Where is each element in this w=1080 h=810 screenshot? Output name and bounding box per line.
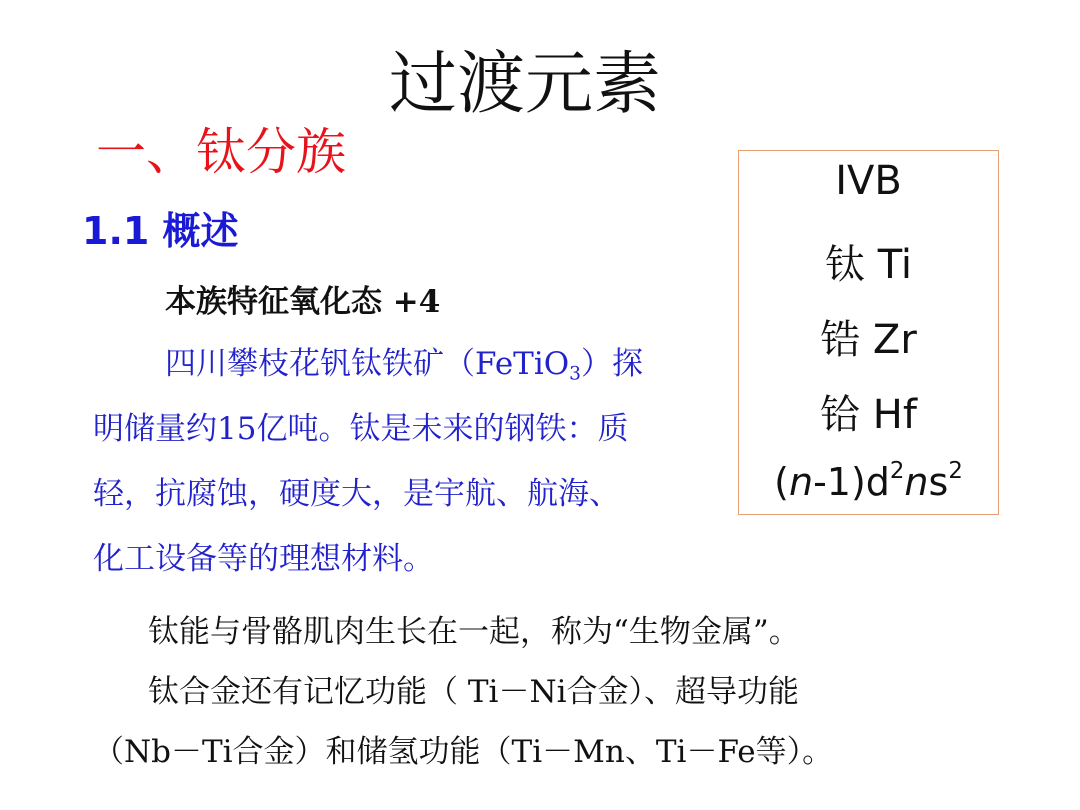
element-hafnium: 铪 Hf bbox=[820, 392, 917, 438]
paragraph1-line1-text: 四川攀枝花钒钛铁矿（FeTiO bbox=[165, 346, 570, 382]
paragraph2-line3: （Nb－Ti合金）和储氢功能（Ti－Mn、Ti－Fe等）。 bbox=[93, 734, 834, 770]
config-part: ( bbox=[774, 460, 789, 505]
config-superscript: 2 bbox=[889, 458, 905, 484]
paragraph2-line2: 钛合金还有记忆功能（ Ti－Ni合金）、超导功能 bbox=[148, 674, 799, 710]
slide-title: 过渡元素 bbox=[388, 45, 661, 124]
paragraph1-line2: 明储量约15亿吨。钛是未来的钢铁：质 bbox=[93, 411, 629, 447]
oxidation-state-note: 本族特征氧化态 +4 bbox=[165, 284, 441, 320]
section-heading: 一、钛分族 bbox=[96, 123, 346, 181]
config-n: n bbox=[788, 460, 814, 505]
config-superscript: 2 bbox=[948, 458, 963, 484]
config-part: -1)d bbox=[813, 460, 890, 505]
formula-subscript: 3 bbox=[569, 363, 582, 385]
paragraph1-line1 bbox=[165, 338, 643, 385]
electron-configuration bbox=[738, 458, 999, 504]
paragraph1-line4: 化工设备等的理想材料。 bbox=[93, 541, 434, 577]
paragraph1-line3: 轻，抗腐蚀，硬度大，是宇航、航海、 bbox=[93, 476, 620, 512]
element-zirconium: 锆 Zr bbox=[820, 317, 917, 363]
subsection-heading: 1.1 概述 bbox=[82, 209, 239, 253]
config-part: s bbox=[928, 460, 949, 505]
paragraph2-line1: 钛能与骨骼肌肉生长在一起，称为“生物金属”。 bbox=[148, 614, 800, 650]
element-titanium: 钛 Ti bbox=[824, 242, 913, 288]
config-n: n bbox=[904, 460, 929, 505]
group-label: IVB bbox=[835, 158, 902, 204]
paragraph1-line1-end: ）探 bbox=[581, 346, 644, 382]
